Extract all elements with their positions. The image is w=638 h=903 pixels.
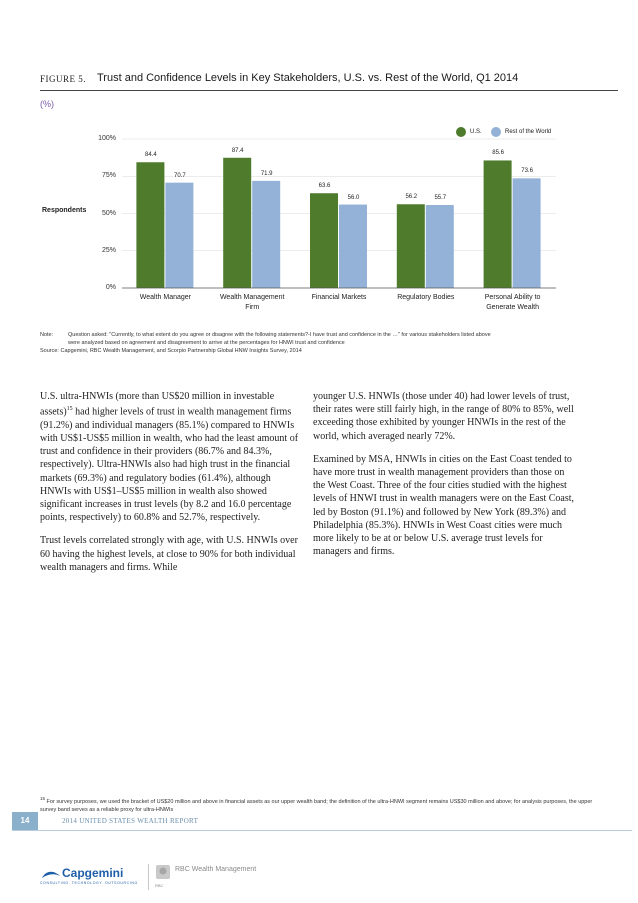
- note-label: Note:: [40, 332, 54, 338]
- body-paragraph: Trust levels correlated strongly with age, with U.S. HNWIs over 60 having the highest levels, at close to 90% for both individual wealth managers and firms. While: [40, 535, 298, 573]
- note-text-line-2: were analyzed based on agreement and disagreement to arrive at the percentages for HNWI trust and confidence: [68, 340, 345, 346]
- body-paragraph: Examined by MSA, HNWIs in cities on the East Coast tended to have more trust in wealth management providers than those on the West Coast. Three of the four cities studied with the highest levels of HNWI trust in wealth managers were on the East Coast, led by Boston (91.1%) and followed by New York (89.3%) and Philadelphia (85.3%). HNWIs in West Coast cities were much more likely to be at or below U.S. average trust levels for managers and firms.: [313, 453, 575, 558]
- capgemini-spade-icon: [40, 868, 62, 880]
- category-label: [294, 293, 384, 303]
- bar-value-label: 73.6: [521, 168, 533, 175]
- body-paragraph: U.S. ultra-HNWIs (more than US$20 million in investable assets)$^{15}$ had higher levels of trust in wealth management firms (91.2%) and individual managers (85.1%) compared to HNWIs with US$1-US$5 million in wealth, who had the least amount of trust and confidence in their providers (86.7% and 84.3%, respectively). Ultra-HNWIs also had high trust in the financial markets (69.3%) and regulatory bodies (61.4%), although HNWIs with US$1–US$5 million in wealth also showed significant increases in trust levels (by 8.2 and 16.0 percentage points, respectively) to 60.8% and 52.7%, respectively.: [40, 391, 299, 524]
- category-label: [120, 293, 210, 303]
- note-text-line-1: Question asked: "Currently, to what extent do you agree or disagree with the following statements?-I have trust and confidence in the …" for various stakeholders listed above: [68, 332, 491, 338]
- page-number: 14: [12, 812, 38, 830]
- category-label-line: Regulatory Bodies: [397, 294, 455, 301]
- y-tick-label: 50%: [101, 209, 116, 217]
- legend-row-label: Rest of the World: [505, 129, 552, 135]
- body-left-column: [40, 390, 302, 584]
- bar-value-label: 87.4: [231, 147, 244, 154]
- y-tick-label: 75%: [101, 172, 116, 180]
- bar-rest-of-world: [252, 181, 280, 288]
- category-label-line: Firm: [245, 304, 260, 311]
- body-right-column: [313, 390, 575, 568]
- category-label-line: Generate Wealth: [486, 304, 539, 311]
- footnote-mark: 15: [40, 796, 46, 801]
- bar-value-label: 55.7: [434, 195, 447, 201]
- category-label-line: Wealth Manager: [139, 294, 191, 301]
- bar-us: [397, 204, 425, 288]
- bar-us: [136, 162, 164, 288]
- bar-value-label: 63.6: [318, 183, 331, 190]
- capgemini-logo: [40, 866, 140, 888]
- capgemini-wordmark: Capgemini: [62, 866, 124, 880]
- bars: [136, 158, 540, 288]
- rbc-logo: [155, 862, 265, 892]
- y-tick-label: 0%: [105, 284, 116, 291]
- y-tick-label: 100%: [98, 135, 116, 142]
- source-line: Source: Capgemini, RBC Wealth Management, and Scorpio Partnership Global HNW Insights Survey, 2014: [40, 348, 302, 354]
- category-label: [381, 293, 471, 303]
- figure-title: Trust and Confidence Levels in Key Stakeholders, U.S. vs. Rest of the World, Q1 2014: [97, 72, 519, 84]
- legend-us-label: U.S.: [470, 129, 482, 135]
- legend-us-swatch: [456, 127, 466, 137]
- bar-rest-of-world: [513, 178, 541, 288]
- rbc-shield-icon: [155, 864, 171, 884]
- category-label-line: Financial Markets: [311, 294, 367, 301]
- footnote: [40, 795, 600, 814]
- rbc-badge: RBC: [155, 883, 164, 888]
- bar-value-label: 56.0: [347, 194, 360, 201]
- rbc-wordmark: RBC Wealth Management: [175, 866, 257, 873]
- body-paragraph: younger U.S. HNWIs (those under 40) had lower levels of trust, their rates were still fairly high, in the range of 80% to 85%, well exceeding those exhibited by younger HNWIs in the rest of the world, which averaged nearly 72%.: [313, 391, 574, 442]
- bar-us: [484, 160, 512, 288]
- bar-value-label: 71.9: [260, 170, 273, 177]
- bar-value-label: 84.4: [145, 152, 157, 159]
- footer-rule: [12, 830, 632, 831]
- figure-label: FIGURE 5.: [40, 74, 87, 84]
- capgemini-tagline: CONSULTING. TECHNOLOGY. OUTSOURCING: [40, 881, 138, 885]
- units-label: (%): [40, 99, 54, 109]
- category-label: [468, 293, 558, 313]
- bar-chart: [0, 0, 638, 330]
- legend-row-swatch: [491, 127, 501, 137]
- y-axis-label: Respondents: [42, 207, 87, 214]
- footnote-text: For survey purposes, we used the bracket of US$20 million and above in financial assets as our upper wealth band; the definition of the ultra-HNWI segment remains US$30 million and above; for analysis purposes, the upper survey band serves as a reliable proxy for ultra-HNWIs: [40, 798, 593, 813]
- category-label-line: Wealth Management: [219, 294, 285, 301]
- report-name: 2014 UNITED STATES WEALTH REPORT: [62, 817, 199, 825]
- bar-value-label: 56.2: [405, 194, 418, 201]
- bar-rest-of-world: [339, 205, 367, 288]
- y-tick-label: 25%: [101, 246, 116, 254]
- bar-us: [223, 158, 251, 288]
- bar-us: [310, 193, 338, 288]
- bar-rest-of-world: [426, 205, 454, 288]
- bar-rest-of-world: [165, 183, 193, 288]
- bar-value-label: 85.6: [492, 150, 504, 157]
- bar-value-label: 70.7: [174, 172, 186, 179]
- category-label: [207, 293, 297, 313]
- category-label-line: Personal Ability to: [484, 294, 541, 301]
- logo-divider: [148, 864, 149, 890]
